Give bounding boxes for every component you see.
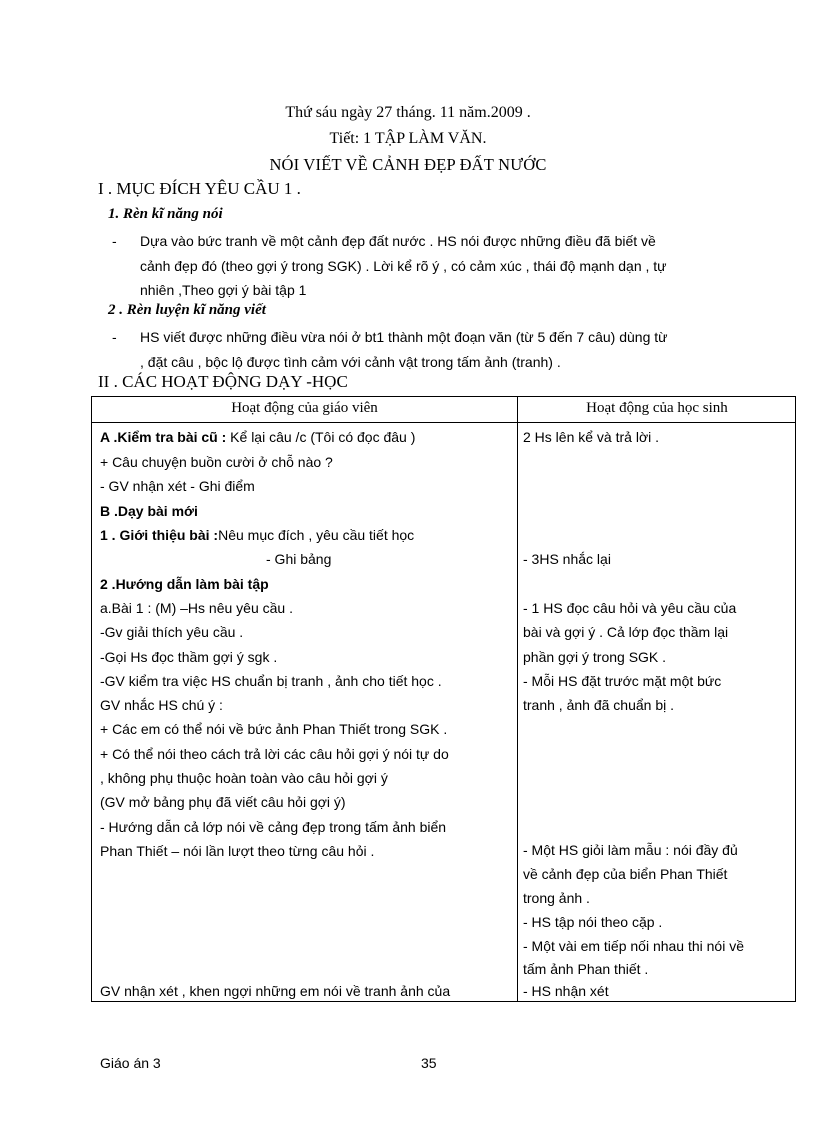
student-line: - 3HS nhắc lại bbox=[523, 551, 611, 567]
bullet-dash: - bbox=[112, 329, 117, 345]
date-line: Thứ sáu ngày 27 tháng. 11 năm.2009 . bbox=[285, 104, 531, 121]
column-header-teacher: Hoạt động của giáo viên bbox=[231, 400, 378, 416]
bullet-dash: - bbox=[112, 233, 117, 249]
teacher-line-new-lesson: B .Dạy bài mới bbox=[100, 503, 198, 519]
subheading-speaking: 1. Rèn kĩ năng nói bbox=[108, 206, 223, 222]
intro-text: Nêu mục đích , yêu cầu tiết học bbox=[218, 527, 415, 543]
teacher-line: -Gọi Hs đọc thầm gợi ý sgk . bbox=[100, 649, 278, 665]
column-header-student: Hoạt động của học sinh bbox=[586, 400, 728, 416]
teacher-line-intro bbox=[100, 525, 512, 545]
teacher-line: - GV nhận xét - Ghi điểm bbox=[100, 478, 255, 494]
teacher-line: + Câu chuyện buồn cười ở chỗ nào ? bbox=[100, 454, 333, 470]
bullet-line: Dựa vào bức tranh về một cảnh đẹp đất nước . HS nói được những điều đã biết về bbox=[140, 233, 656, 249]
activities-table bbox=[91, 396, 796, 1002]
teacher-line: -Gv giải thích yêu cầu . bbox=[100, 624, 244, 640]
teacher-line-guide: 2 .Hướng dẫn làm bài tập bbox=[100, 576, 269, 592]
review-label: A .Kiểm tra bài cũ : bbox=[100, 429, 227, 445]
review-text: Kể lại câu /c (Tôi có đọc đâu ) bbox=[226, 429, 416, 445]
student-line: trong ảnh . bbox=[523, 890, 590, 906]
student-line: về cảnh đẹp của biển Phan Thiết bbox=[523, 866, 728, 882]
teacher-line: - Ghi bảng bbox=[266, 551, 332, 567]
section-objectives-heading: I . MỤC ĐÍCH YÊU CẦU 1 . bbox=[98, 179, 301, 198]
intro-label: 1 . Giới thiệu bài : bbox=[100, 527, 219, 543]
student-line: - HS tập nói theo cặp . bbox=[523, 914, 663, 930]
footer-label: Giáo án 3 bbox=[100, 1055, 161, 1071]
student-line: - HS nhận xét bbox=[523, 983, 609, 999]
teacher-line: + Có thể nói theo cách trả lời các câu hỏi gợi ý nói tự do bbox=[100, 746, 449, 762]
subheading-writing: 2 . Rèn luyện kĩ năng viết bbox=[108, 302, 266, 318]
teacher-line: , không phụ thuộc hoàn toàn vào câu hỏi gợi ý bbox=[100, 770, 388, 786]
bullet-line: nhiên ,Theo gợi ý bài tập 1 bbox=[140, 282, 307, 298]
student-line: bài và gợi ý . Cả lớp đọc thầm lại bbox=[523, 624, 729, 640]
bullet-speaking bbox=[112, 229, 772, 303]
page-number: 35 bbox=[421, 1055, 437, 1071]
teacher-line-review bbox=[100, 427, 512, 447]
table-column-divider bbox=[517, 397, 518, 1001]
teacher-line: -GV kiểm tra việc HS chuẩn bị tranh , ảnh cho tiết học . bbox=[100, 673, 442, 689]
student-line: - 1 HS đọc câu hỏi và yêu cầu của bbox=[523, 600, 737, 616]
student-line: tranh , ảnh đã chuẩn bị . bbox=[523, 697, 674, 713]
student-line: phần gợi ý trong SGK . bbox=[523, 649, 667, 665]
teacher-line: Phan Thiết – nói lần lượt theo từng câu hỏi . bbox=[100, 843, 375, 859]
teacher-line: GV nhắc HS chú ý : bbox=[100, 697, 223, 713]
bullet-line: cảnh đẹp đó (theo gợi ý trong SGK) . Lời kể rõ ý , có cảm xúc , thái độ mạnh dạn , tự bbox=[140, 257, 667, 274]
student-line: - Một vài em tiếp nối nhau thi nói về bbox=[523, 938, 745, 954]
bullet-line: HS viết được những điều vừa nói ở bt1 thành một đoạn văn (từ 5 đến 7 câu) dùng từ bbox=[140, 329, 668, 345]
teacher-line: + Các em có thể nói về bức ảnh Phan Thiết trong SGK . bbox=[100, 721, 448, 737]
teacher-line: - Hướng dẫn cả lớp nói về cảng đẹp trong tấm ảnh biển bbox=[100, 819, 447, 835]
teacher-line: a.Bài 1 : (M) –Hs nêu yêu cầu . bbox=[100, 600, 293, 616]
bullet-writing bbox=[112, 325, 772, 374]
table-header-divider bbox=[92, 422, 795, 423]
teacher-line: GV nhận xét , khen ngợi những em nói về tranh ảnh của bbox=[100, 983, 451, 999]
teacher-line: (GV mở bảng phụ đã viết câu hỏi gợi ý) bbox=[100, 794, 346, 810]
student-line: - Mỗi HS đặt trước mặt một bức bbox=[523, 673, 722, 689]
student-line: 2 Hs lên kể và trả lời . bbox=[523, 429, 660, 445]
bullet-line: , đặt câu , bộc lộ được tình cảm với cảnh vật trong tấm ảnh (tranh) . bbox=[140, 353, 561, 370]
student-line: - Một HS giỏi làm mẫu : nói đầy đủ bbox=[523, 842, 738, 858]
lesson-title: NÓI VIẾT VỀ CẢNH ĐẸP ĐẤT NƯỚC bbox=[269, 155, 547, 174]
section-activities-heading: II . CÁC HOẠT ĐỘNG DẠY -HỌC bbox=[98, 372, 348, 391]
student-line: tấm ảnh Phan thiết . bbox=[523, 961, 649, 977]
lesson-line: Tiết: 1 TẬP LÀM VĂN. bbox=[329, 130, 487, 147]
